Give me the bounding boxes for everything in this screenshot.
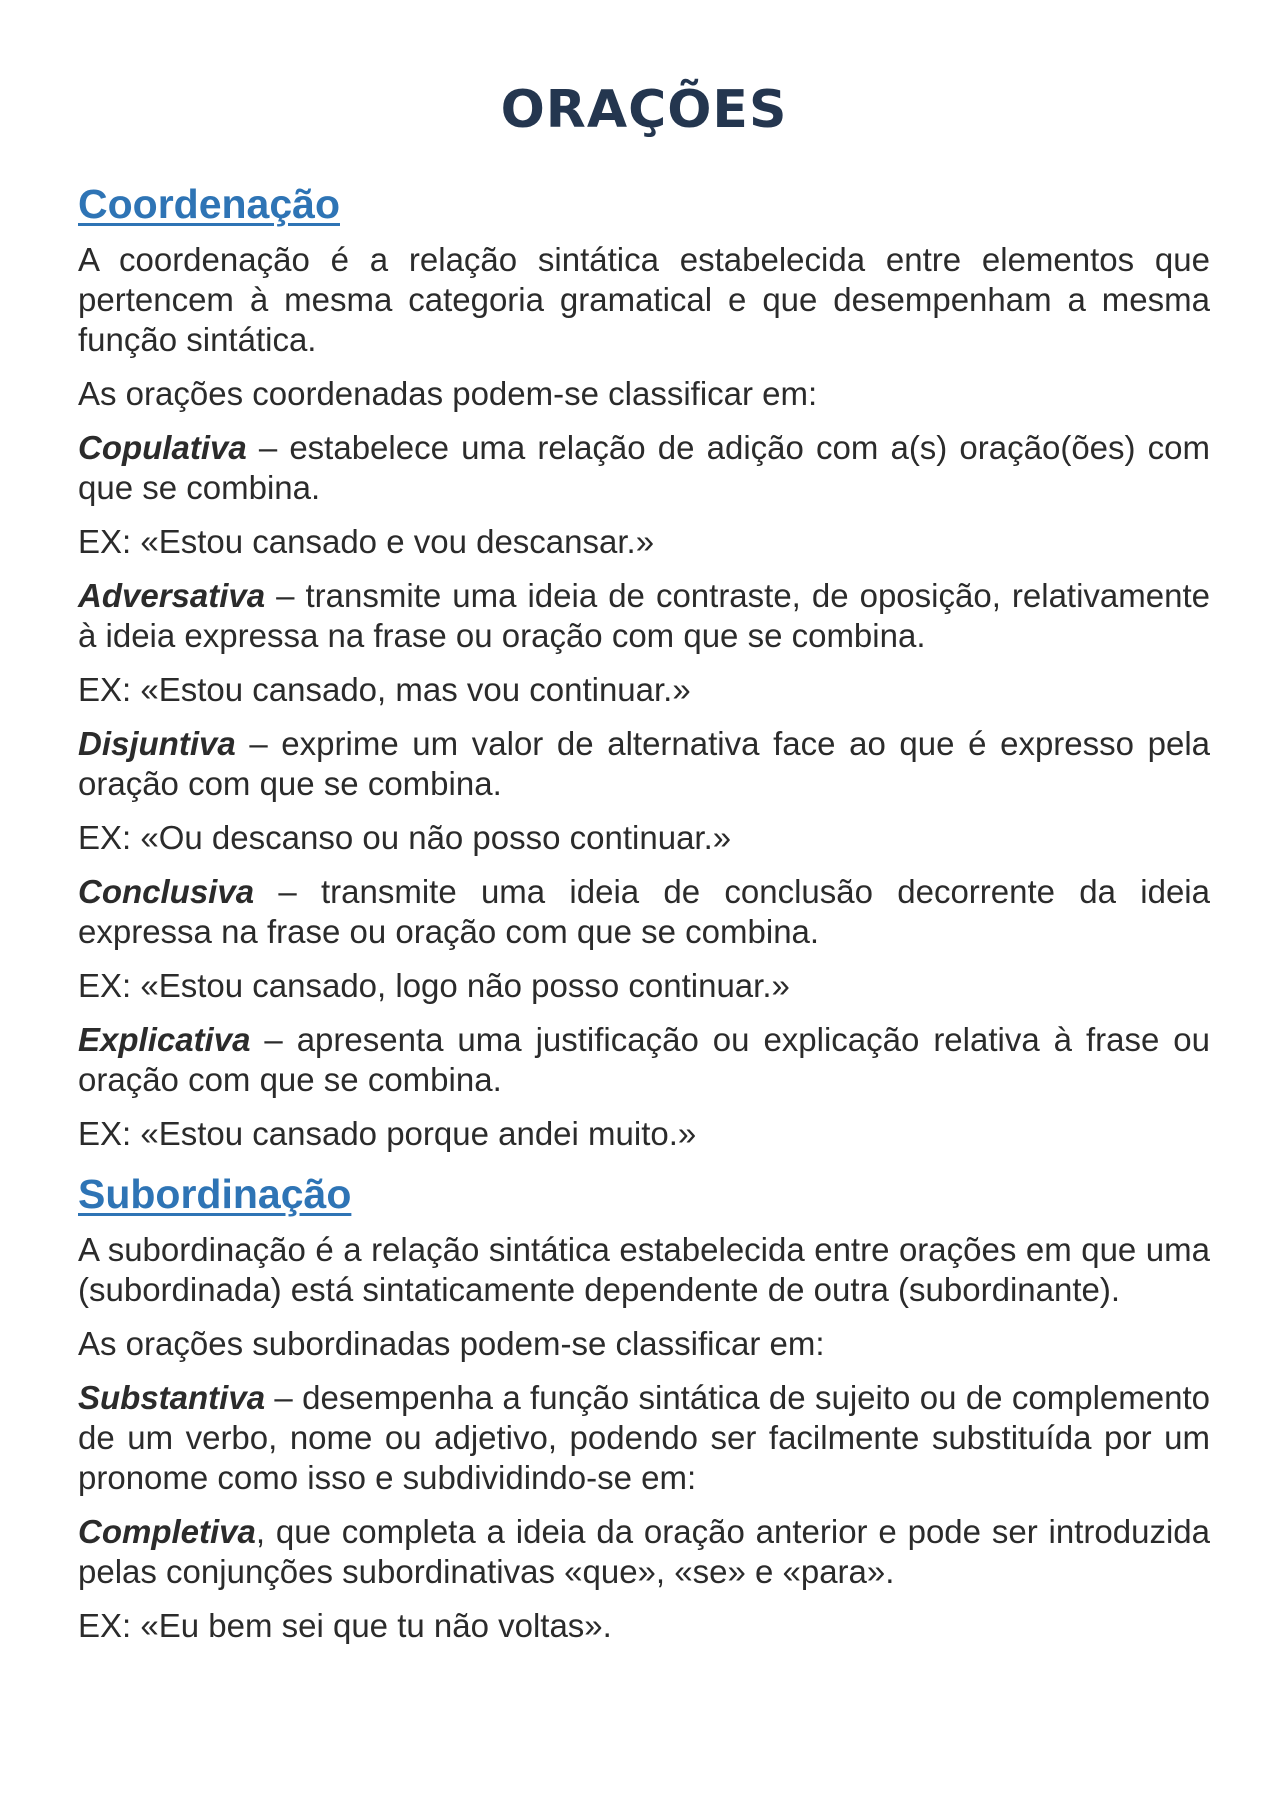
conclusiva-definition (78, 872, 1210, 952)
completiva-example: EX: «Eu bem sei que tu não voltas». (78, 1607, 612, 1644)
copulativa-term: Copulativa (78, 429, 247, 466)
explicativa-definition (78, 1020, 1210, 1100)
adversativa-text: – transmite uma ideia de contraste, de oposição, relativamente à ideia expressa na frase ou oração com que se combina. (78, 577, 1210, 654)
copulativa-example: EX: «Estou cansado e vou descansar.» (78, 523, 655, 560)
subordinacao-classify: As orações subordinadas podem-se classificar em: (78, 1325, 825, 1362)
explicativa-example: EX: «Estou cansado porque andei muito.» (78, 1115, 697, 1152)
conclusiva-term: Conclusiva (78, 873, 255, 910)
completiva-term: Completiva (78, 1513, 256, 1550)
page-title: ORAÇÕES (500, 80, 788, 140)
substantiva-term: Substantiva (78, 1379, 266, 1416)
conclusiva-example: EX: «Estou cansado, logo não posso continuar.» (78, 967, 790, 1004)
adversativa-example: EX: «Estou cansado, mas vou continuar.» (78, 671, 691, 708)
disjuntiva-text: – exprime um valor de alternativa face ao que é expresso pela oração com que se combina. (78, 725, 1210, 802)
disjuntiva-example: EX: «Ou descanso ou não posso continuar.» (78, 819, 732, 856)
completiva-text: , que completa a ideia da oração anterior e pode ser introduzida pelas conjunções subordinativas «que», «se» e «para». (78, 1513, 1210, 1590)
explicativa-term: Explicativa (78, 1021, 251, 1058)
adversativa-definition (78, 576, 1210, 656)
subordinacao-heading: Subordinação (78, 1171, 352, 1217)
copulativa-text: – estabelece uma relação de adição com a(s) oração(ões) com que se combina. (78, 429, 1210, 506)
completiva-definition (78, 1512, 1210, 1592)
adversativa-term: Adversativa (78, 577, 266, 614)
subordinacao-intro: A subordinação é a relação sintática estabelecida entre orações em que uma (subordinada) está sintaticamente dependente de outra (subordinante). (78, 1231, 1210, 1308)
coordenacao-heading: Coordenação (78, 181, 340, 227)
copulativa-definition (78, 428, 1210, 508)
substantiva-definition (78, 1378, 1210, 1498)
coordenacao-intro: A coordenação é a relação sintática estabelecida entre elementos que pertencem à mesma categoria gramatical e que desempenham a mesma função sintática. (78, 241, 1210, 358)
substantiva-text: – desempenha a função sintática de sujeito ou de complemento de um verbo, nome ou adjetivo, podendo ser facilmente substituída por um pronome como isso e subdividindo-se em: (78, 1379, 1210, 1496)
explicativa-text: – apresenta uma justificação ou explicação relativa à frase ou oração com que se combina. (78, 1021, 1210, 1098)
coordenacao-classify: As orações coordenadas podem-se classificar em: (78, 375, 818, 412)
conclusiva-text: – transmite uma ideia de conclusão decorrente da ideia expressa na frase ou oração com que se combina. (78, 873, 1210, 950)
disjuntiva-term: Disjuntiva (78, 725, 236, 762)
disjuntiva-definition (78, 724, 1210, 804)
